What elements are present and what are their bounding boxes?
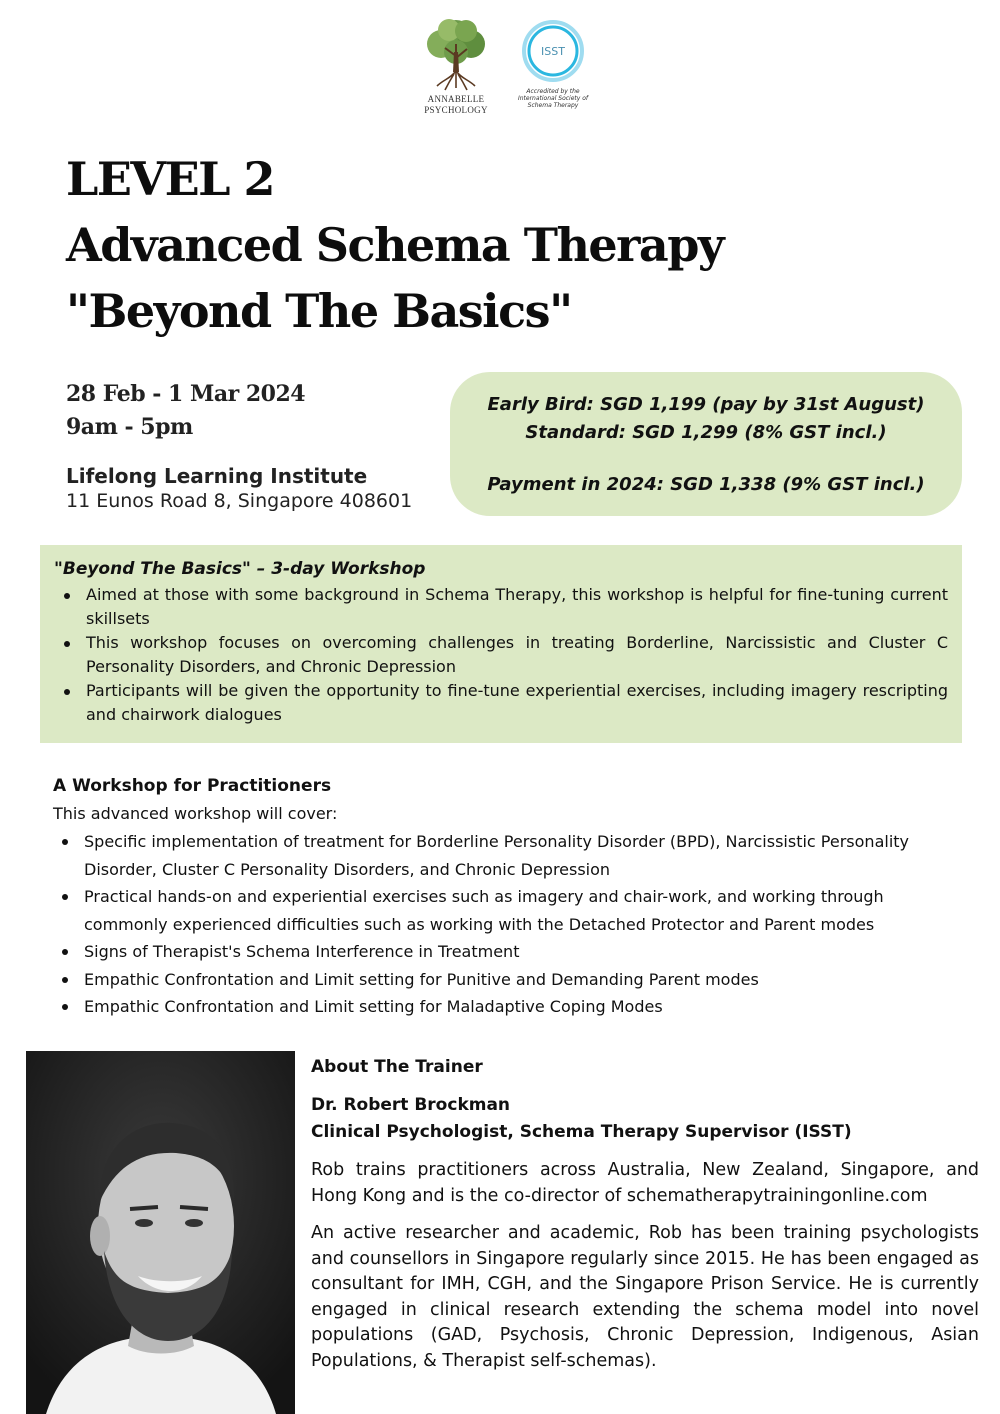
list-item: This workshop focuses on overcoming challenges in treating Borderline, Narcissistic and Cluster C Personality Disorders, and Chronic Depression [54,631,948,679]
trainer-bio-1: Rob trains practitioners across Australia, New Zealand, Singapore, and Hong Kong and is the co-director of schematherapytrainingonline.com [311,1160,979,1206]
title-main: Advanced Schema Therapy [66,218,724,272]
trainer-section [311,1050,979,1374]
isst-logo [508,18,598,109]
workshop-heading: "Beyond The Basics" – 3-day Workshop [54,559,426,579]
event-time: 9am - 5pm [66,414,193,440]
annabelle-logo-line1: ANNABELLE [427,94,485,104]
trainer-photo [26,1051,295,1414]
practitioners-section [53,772,963,1021]
workshop-summary-box [40,545,962,743]
list-item: Participants will be given the opportunity to fine-tune experiential exercises, including imagery rescripting and chairwork dialogues [54,679,948,727]
isst-logo-text: ISST [541,45,565,58]
list-item: Specific implementation of treatment for Borderline Personality Disorder (BPD), Narcissistic Personality Disorder, Cluster C Personality Disorders, and Chronic Depression [53,828,963,883]
annabelle-logo-line2: PSYCHOLOGY [424,105,488,115]
annabelle-psychology-logo [418,16,494,116]
venue-name: Lifelong Learning Institute [66,464,368,488]
trainer-name: Dr. Robert Brockman [311,1095,511,1115]
list-item: Aimed at those with some background in Schema Therapy, this workshop is helpful for fine-tuning current skillsets [54,583,948,631]
isst-ring-icon [520,18,586,84]
page-title [66,146,723,344]
price-standard: Standard: SGD 1,299 (8% GST incl.) [525,422,887,443]
isst-caption-line2: International Society of [517,95,589,102]
logos-header [418,16,598,120]
title-subtitle: "Beyond The Basics" [66,284,572,338]
price-payment-2024: Payment in 2024: SGD 1,338 (9% GST incl.) [487,474,925,495]
practitioners-intro: This advanced workshop will cover: [53,804,338,823]
trainer-heading: About The Trainer [311,1057,483,1077]
price-early-bird: Early Bird: SGD 1,199 (pay by 31st August) [487,394,925,415]
pricing-box [450,372,962,516]
list-item: Signs of Therapist's Schema Interference in Treatment [53,938,963,966]
practitioners-heading: A Workshop for Practitioners [53,776,332,796]
list-item: Practical hands-on and experiential exercises such as imagery and chair-work, and working through commonly experienced difficulties such as working with the Detached Protector and Parent modes [53,883,963,938]
trainer-bio-2: An active researcher and academic, Rob has been training psychologists and counsellors in Singapore regularly since 2015. He has been engaged as consultant for IMH, CGH, and the Singapore Prison Service. He is currently engaged in clinical research extending the schema model into novel populations (GAD, Psychosis, Chronic Depression, Indigenous, Asian Populations, & Therapist self-schemas). [311,1223,979,1371]
trainer-role: Clinical Psychologist, Schema Therapy Supervisor (ISST) [311,1122,852,1142]
event-datetime [66,378,305,444]
list-item: Empathic Confrontation and Limit setting for Maladaptive Coping Modes [53,993,963,1021]
title-level: LEVEL 2 [66,152,275,206]
isst-caption-line3: Schema Therapy [527,102,579,109]
event-date: 28 Feb - 1 Mar 2024 [66,381,306,407]
venue-address: 11 Eunos Road 8, Singapore 408601 [66,490,413,512]
workshop-bullet-list [54,583,948,727]
event-venue [66,464,412,514]
list-item: Empathic Confrontation and Limit setting for Punitive and Demanding Parent modes [53,966,963,994]
isst-caption-line1: Accredited by the [526,88,580,95]
practitioners-bullet-list [53,828,963,1021]
tree-icon [421,16,491,92]
